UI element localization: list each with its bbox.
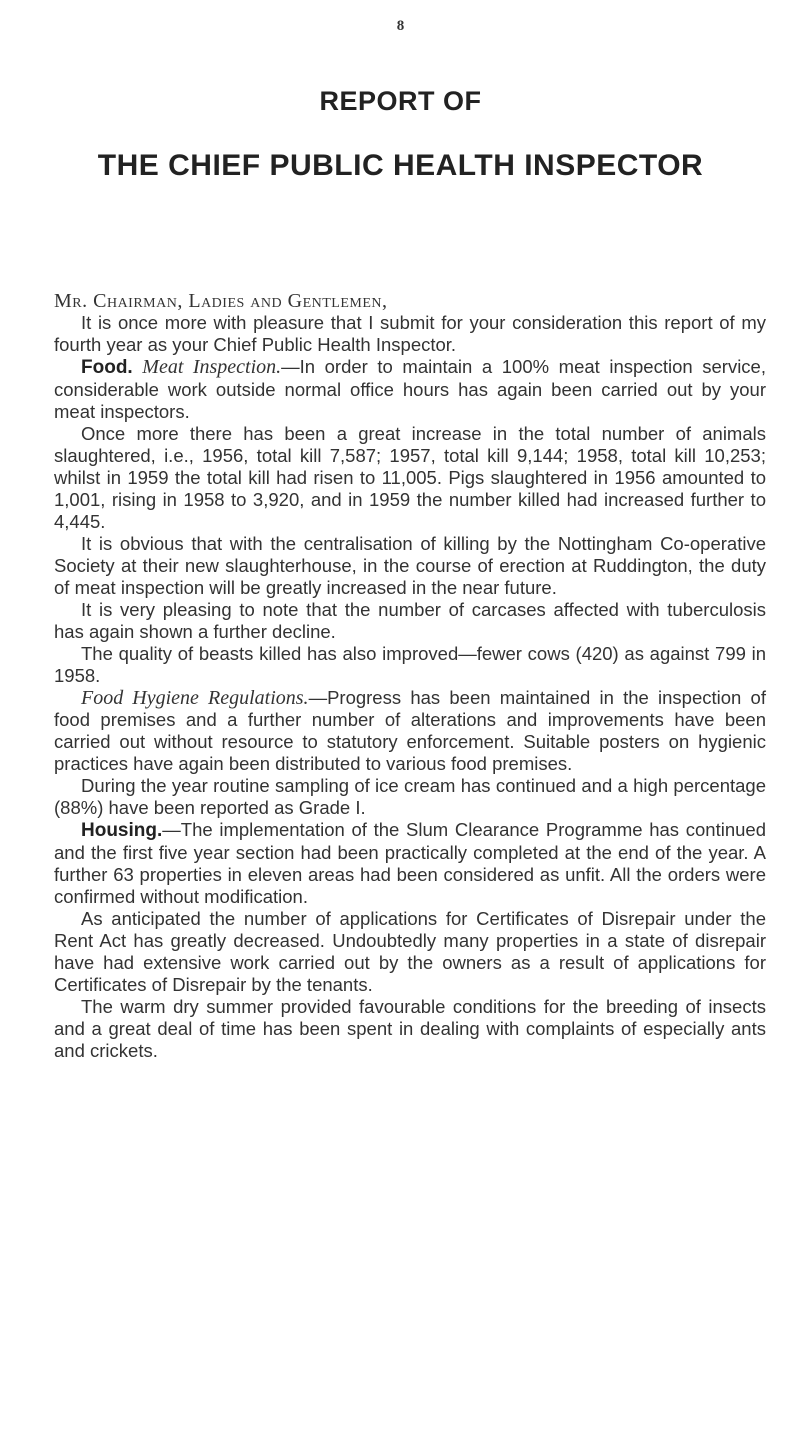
paragraph-text: —Progress has been maintained in the inspection of food premises and a further number of alterations and improvements have been carried out without resource to statutory enforcement. Suitable posters on hygienic practices have again been distributed to various food premises.: [54, 687, 766, 774]
paragraph-text: Once more there has been a great increase in the total number of animals slaughtered, i.e., 1956, total kill 7,587; 1957, total kill 9,144; 1958, total kill 10,253; whilst in 1959 the total kill had risen to 11,005. Pigs slaughtered in 1956 amounted to 1,001, rising in 1958 to 3,920, and in 1959 the number killed had increased further to 4,445.: [54, 423, 766, 532]
paragraph-text: The warm dry summer provided favourable conditions for the breeding of insects and a great deal of time has been spent in dealing with complaints of especially ants and crickets.: [54, 996, 766, 1061]
paragraph-text: It is obvious that with the centralisation of killing by the Nottingham Co-operative Society at their new slaughterhouse, in the course of erection at Ruddington, the duty of meat inspection will be greatly increased in the near future.: [54, 533, 766, 598]
paragraph-insects: [54, 996, 766, 1062]
paragraph-text: As anticipated the number of applications for Certificates of Disrepair under the Rent Act has greatly decreased. Undoubtedly many properties in a state of disrepair have had extensive work carried out by the owners as a result of applications for Certificates of Disrepair by the tenants.: [54, 908, 766, 995]
paragraph-text: —The implementation of the Slum Clearance Programme has continued and the first five year section had been practically completed at the end of the year. A further 63 properties in eleven areas had been considered as unfit. All the orders were confirmed without modification.: [54, 819, 766, 907]
paragraph-centralisation: [54, 533, 766, 599]
paragraph-housing: [54, 819, 766, 908]
paragraph-slaughter-totals: [54, 423, 766, 533]
section-heading-housing: Housing.: [81, 820, 163, 841]
paragraph-meat-inspection: [54, 356, 766, 423]
paragraph-ice-cream: [54, 775, 766, 819]
paragraph-text: It is once more with pleasure that I submit for your consideration this report of my fourth year as your Chief Public Health Inspector.: [54, 312, 766, 355]
page-number: 8: [396, 18, 405, 34]
salutation: Mr. Chairman, Ladies and Gentlemen,: [54, 290, 388, 312]
paragraph-text: The quality of beasts killed has also improved—fewer cows (420) as against 799 in 1958.: [54, 643, 766, 686]
paragraph-intro: [54, 312, 766, 356]
paragraph-beast-quality: [54, 643, 766, 687]
subsection-heading-meat-inspection: Meat Inspection.: [142, 356, 282, 378]
subsection-heading-food-hygiene: Food Hygiene Regulations.: [81, 687, 309, 709]
section-heading-food: Food.: [81, 357, 133, 378]
paragraph-disrepair: [54, 908, 766, 996]
paragraph-text: During the year routine sampling of ice cream has continued and a high percentage (88%) have been reported as Grade I.: [54, 775, 766, 818]
paragraph-food-hygiene: [54, 687, 766, 775]
report-body: [54, 290, 766, 1062]
report-subtitle: THE CHIEF PUBLIC HEALTH INSPECTOR: [97, 149, 704, 182]
paragraph-tuberculosis: [54, 599, 766, 643]
paragraph-text: It is very pleasing to note that the number of carcases affected with tuberculosis has again shown a further decline.: [54, 599, 766, 642]
paragraph-text: —In order to maintain a 100% meat inspection service, considerable work outside normal office hours has again been carried out by your meat inspectors.: [54, 356, 766, 422]
report-title: REPORT OF: [319, 86, 482, 116]
